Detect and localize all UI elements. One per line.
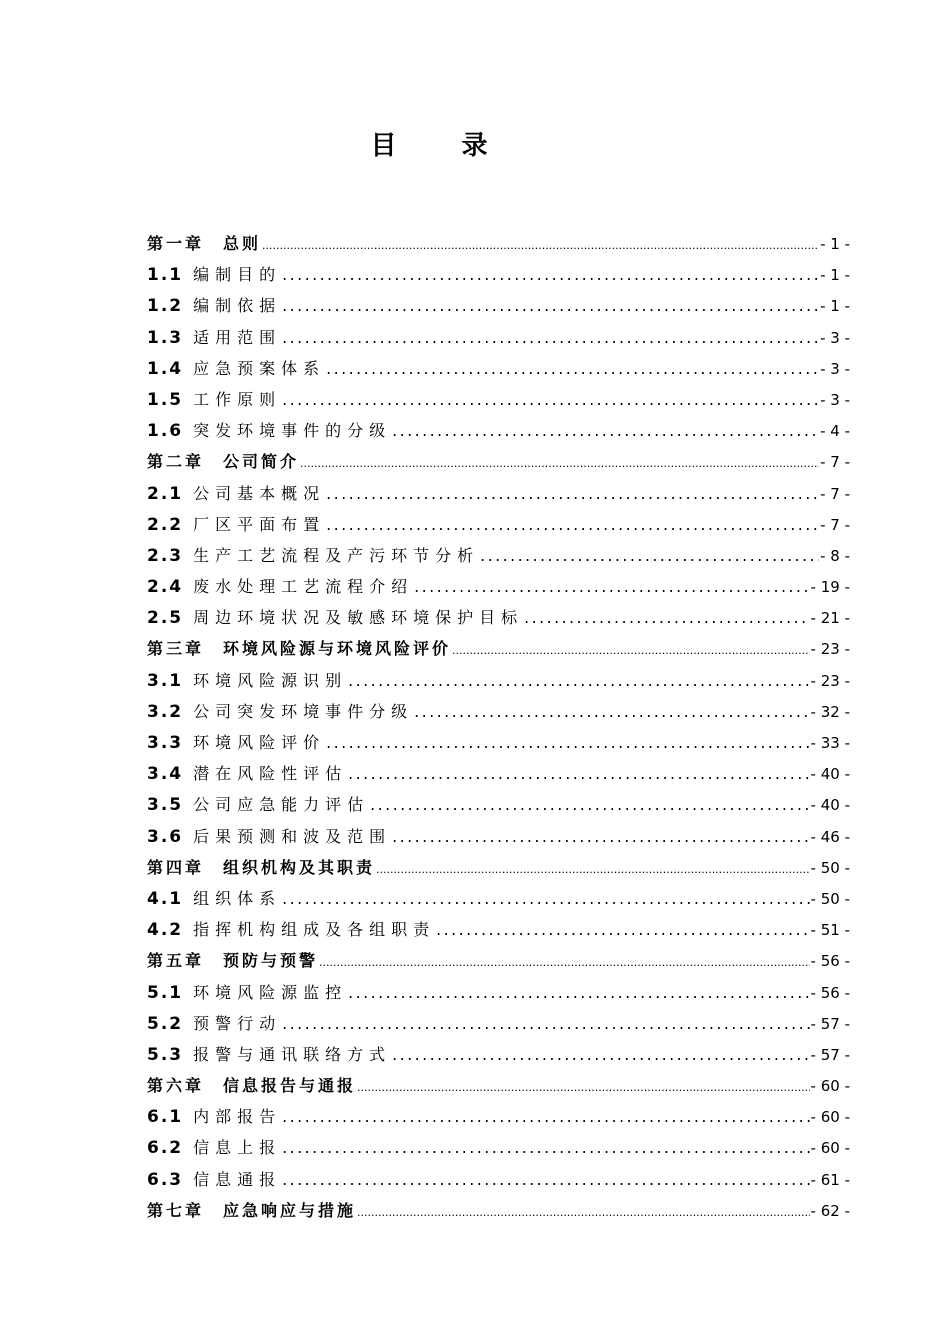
toc-entry-text: 第二章 公司简介 — [147, 452, 300, 472]
toc-section-number: 1.4 — [147, 358, 184, 379]
toc-entry-text: 环境风险评价 — [193, 733, 326, 752]
toc-entry-label — [147, 696, 413, 727]
dot-leader — [348, 977, 809, 1008]
toc-section-number: 2.4 — [147, 577, 184, 598]
toc-section-number: 6.2 — [147, 1138, 184, 1159]
toc-entry-label — [147, 1008, 281, 1039]
toc-page-number: - 57 - — [810, 1045, 850, 1064]
dot-leader — [282, 322, 819, 353]
toc-page-number: - 60 - — [810, 1139, 850, 1158]
toc-page-number: - 50 - — [810, 889, 850, 908]
toc-chapter-entry[interactable] — [147, 633, 850, 664]
toc-page-number: - 1 - — [820, 297, 850, 316]
dot-leader — [282, 290, 819, 321]
toc-section-number: 4.1 — [147, 888, 184, 909]
toc-entry-text: 环境风险源识别 — [193, 670, 348, 690]
toc-section-entry[interactable] — [147, 353, 850, 384]
toc-entry-text: 编制依据 — [193, 296, 282, 316]
toc-entry-text: 突发环境事件的分级 — [193, 421, 392, 441]
toc-entry-text: 预警行动 — [193, 1013, 282, 1033]
dot-leader — [392, 415, 819, 446]
toc-entry-text: 第五章 预防与预警 — [147, 951, 319, 971]
toc-entry-label — [147, 1195, 356, 1226]
toc-page-number: - 32 - — [810, 702, 850, 721]
toc-section-entry[interactable] — [147, 1164, 850, 1195]
dot-leader — [282, 384, 819, 415]
dot-leader — [300, 448, 819, 477]
toc-entry-text: 第四章 组织机构及其职责 — [147, 857, 376, 877]
toc-page-number: - 3 - — [820, 328, 850, 347]
toc-section-number: 3.2 — [147, 701, 184, 722]
dot-leader — [357, 1197, 810, 1226]
toc-page-number: - 57 - — [810, 1014, 850, 1033]
dot-leader — [452, 635, 810, 664]
toc-entry-text: 指挥机构组成及各组职责 — [193, 920, 436, 940]
toc-entry-label — [147, 945, 318, 976]
toc-entry-text: 信息通报 — [193, 1169, 282, 1189]
toc-entry-text: 厂区平面布置 — [193, 514, 326, 534]
toc-entry-label — [147, 1039, 391, 1070]
toc-page-number: - 56 - — [810, 952, 850, 971]
toc-entry-label — [147, 1070, 356, 1101]
dot-leader — [326, 727, 809, 758]
toc-section-number: 1.6 — [147, 421, 184, 442]
toc-page-number: - 1 - — [820, 235, 850, 253]
toc-entry-text: 第七章 应急响应与措施 — [147, 1200, 357, 1220]
toc-section-entry[interactable] — [147, 821, 850, 852]
toc-section-number: 1.3 — [147, 327, 184, 348]
toc-entry-text: 报警与通讯联络方式 — [193, 1044, 392, 1064]
toc-entry-text: 潜在风险性评估 — [193, 764, 348, 784]
dot-leader — [282, 1101, 809, 1132]
toc-chapter-entry[interactable] — [147, 446, 850, 477]
toc-section-entry[interactable] — [147, 883, 850, 914]
toc-chapter-entry[interactable] — [147, 1070, 850, 1101]
toc-section-entry[interactable] — [147, 478, 850, 509]
toc-entry-text: 第一章 总则 — [147, 234, 262, 253]
dot-leader — [282, 1008, 809, 1039]
toc-chapter-entry[interactable] — [147, 852, 850, 883]
toc-entry-label — [147, 883, 281, 914]
toc-entry-label — [147, 571, 413, 602]
toc-section-entry[interactable] — [147, 509, 850, 540]
toc-section-entry[interactable] — [147, 1008, 850, 1039]
toc-section-number: 6.1 — [147, 1107, 184, 1128]
toc-entry-label — [147, 665, 347, 696]
toc-entry-label — [147, 789, 369, 820]
toc-entry-text: 环境风险源监控 — [193, 982, 348, 1002]
toc-entry-label — [147, 509, 325, 540]
toc-section-entry[interactable] — [147, 696, 850, 727]
toc-page-number: - 51 - — [810, 921, 850, 940]
toc-page-number: - 3 - — [820, 359, 850, 378]
toc-page-number: - 3 - — [820, 390, 850, 409]
toc-page-number: - 7 - — [820, 515, 850, 534]
toc-section-number: 3.6 — [147, 826, 184, 847]
toc-entry-text: 生产工艺流程及产污环节分析 — [193, 545, 480, 565]
toc-page-number: - 60 - — [810, 1108, 850, 1127]
toc-entry-text: 编制目的 — [193, 265, 282, 285]
toc-page-number: - 62 - — [810, 1201, 850, 1220]
toc-entry-label — [147, 353, 325, 384]
toc-chapter-entry[interactable] — [147, 228, 850, 259]
toc-entry-label — [147, 322, 281, 353]
toc-section-entry[interactable] — [147, 290, 850, 321]
toc-entry-label — [147, 290, 281, 321]
dot-leader — [326, 353, 819, 384]
toc-section-entry[interactable] — [147, 789, 850, 820]
toc-section-entry[interactable] — [147, 1132, 850, 1163]
toc-entry-label — [147, 602, 523, 633]
toc-section-entry[interactable] — [147, 758, 850, 789]
toc-section-entry[interactable] — [147, 914, 850, 945]
toc-section-number: 4.2 — [147, 920, 184, 941]
toc-entry-text: 周边环境状况及敏感环境保护目标 — [193, 608, 524, 628]
toc-page-number: - 33 - — [810, 734, 850, 752]
dot-leader — [357, 1072, 810, 1101]
table-of-contents — [147, 228, 850, 1226]
toc-page-number: - 21 - — [810, 609, 850, 628]
toc-section-entry[interactable] — [147, 665, 850, 696]
toc-entry-label — [147, 540, 479, 571]
toc-entry-label — [147, 415, 391, 446]
toc-entry-text: 公司突发环境事件分级 — [193, 701, 414, 721]
toc-page-number: - 56 - — [810, 983, 850, 1002]
toc-page-number: - 8 - — [820, 546, 850, 565]
toc-section-number: 5.3 — [147, 1044, 184, 1065]
toc-section-number: 5.2 — [147, 1013, 184, 1034]
toc-section-entry[interactable] — [147, 415, 850, 446]
toc-section-entry[interactable] — [147, 259, 850, 290]
toc-entry-label — [147, 1164, 281, 1195]
dot-leader — [319, 947, 810, 976]
dot-leader — [282, 259, 819, 290]
toc-section-entry[interactable] — [147, 727, 850, 758]
toc-page-number: - 1 - — [820, 266, 850, 285]
toc-entry-text: 第三章 环境风险源与环境风险评价 — [147, 639, 452, 659]
toc-section-entry[interactable] — [147, 1039, 850, 1070]
toc-entry-text: 第六章 信息报告与通报 — [147, 1076, 357, 1096]
dot-leader — [348, 665, 809, 696]
toc-entry-text: 信息上报 — [193, 1138, 282, 1158]
dot-leader — [392, 821, 809, 852]
toc-entry-label — [147, 821, 391, 852]
toc-section-number: 3.5 — [147, 795, 184, 816]
toc-section-number: 1.5 — [147, 389, 184, 410]
toc-entry-label — [147, 228, 261, 259]
toc-section-number: 2.3 — [147, 545, 184, 566]
toc-entry-text: 废水处理工艺流程介绍 — [193, 577, 414, 597]
dot-leader — [480, 540, 819, 571]
toc-section-number: 6.3 — [147, 1169, 184, 1190]
dot-leader — [436, 914, 809, 945]
dot-leader — [282, 883, 809, 914]
toc-entry-label — [147, 259, 281, 290]
toc-section-number: 3.3 — [147, 733, 184, 753]
toc-section-number: 2.1 — [147, 483, 184, 504]
toc-entry-label — [147, 1132, 281, 1163]
toc-entry-label — [147, 384, 281, 415]
toc-chapter-entry[interactable] — [147, 945, 850, 976]
toc-entry-label — [147, 478, 325, 509]
dot-leader — [414, 696, 809, 727]
toc-page-number: - 19 - — [810, 578, 850, 597]
toc-section-entry[interactable] — [147, 322, 850, 353]
toc-page-number: - 46 - — [810, 827, 850, 846]
toc-entry-label — [147, 727, 325, 758]
toc-page-number: - 61 - — [810, 1170, 850, 1189]
dot-leader — [414, 571, 809, 602]
toc-section-entry[interactable] — [147, 602, 850, 633]
toc-page-number: - 4 - — [820, 422, 850, 441]
toc-entry-text: 公司基本概况 — [193, 483, 326, 503]
toc-section-number: 1.2 — [147, 296, 184, 317]
toc-section-number: 2.5 — [147, 608, 184, 629]
toc-chapter-entry[interactable] — [147, 1195, 850, 1226]
toc-entry-text: 应急预案体系 — [193, 358, 326, 378]
toc-section-number: 3.1 — [147, 670, 184, 691]
toc-entry-text: 内部报告 — [193, 1107, 282, 1127]
toc-entry-label — [147, 977, 347, 1008]
toc-section-number: 3.4 — [147, 764, 184, 785]
toc-section-entry[interactable] — [147, 571, 850, 602]
toc-entry-text: 工作原则 — [193, 389, 282, 409]
toc-section-number: 5.1 — [147, 982, 184, 1003]
page-title: 目 录 — [370, 131, 516, 161]
toc-section-number: 1.1 — [147, 265, 184, 286]
toc-entry-label — [147, 914, 435, 945]
dot-leader — [262, 230, 819, 259]
toc-section-entry[interactable] — [147, 540, 850, 571]
dot-leader — [376, 854, 810, 883]
dot-leader — [392, 1039, 809, 1070]
toc-page-number: - 23 - — [810, 640, 850, 659]
toc-page-number: - 23 - — [810, 671, 850, 690]
toc-entry-label — [147, 446, 299, 477]
dot-leader — [282, 1164, 809, 1195]
toc-entry-label — [147, 758, 347, 789]
dot-leader — [326, 509, 819, 540]
toc-entry-text: 适用范围 — [193, 327, 282, 347]
toc-entry-label — [147, 633, 451, 664]
toc-section-entry[interactable] — [147, 977, 850, 1008]
dot-leader — [282, 1132, 809, 1163]
toc-page-number: - 7 - — [820, 453, 850, 472]
toc-entry-label — [147, 1101, 281, 1132]
toc-section-number: 2.2 — [147, 514, 184, 535]
dot-leader — [524, 602, 809, 633]
toc-section-entry[interactable] — [147, 384, 850, 415]
toc-entry-text: 后果预测和波及范围 — [193, 826, 392, 846]
dot-leader — [348, 758, 809, 789]
toc-entry-label — [147, 852, 375, 883]
toc-page-number: - 7 - — [820, 484, 850, 503]
toc-entry-text: 组织体系 — [193, 888, 282, 908]
toc-section-entry[interactable] — [147, 1101, 850, 1132]
toc-entry-text: 公司应急能力评估 — [193, 795, 370, 815]
toc-page-number: - 60 - — [810, 1077, 850, 1096]
toc-page-number: - 40 - — [810, 796, 850, 815]
dot-leader — [370, 789, 809, 820]
dot-leader — [326, 478, 819, 509]
toc-page-number: - 40 - — [810, 765, 850, 784]
toc-page-number: - 50 - — [810, 858, 850, 877]
